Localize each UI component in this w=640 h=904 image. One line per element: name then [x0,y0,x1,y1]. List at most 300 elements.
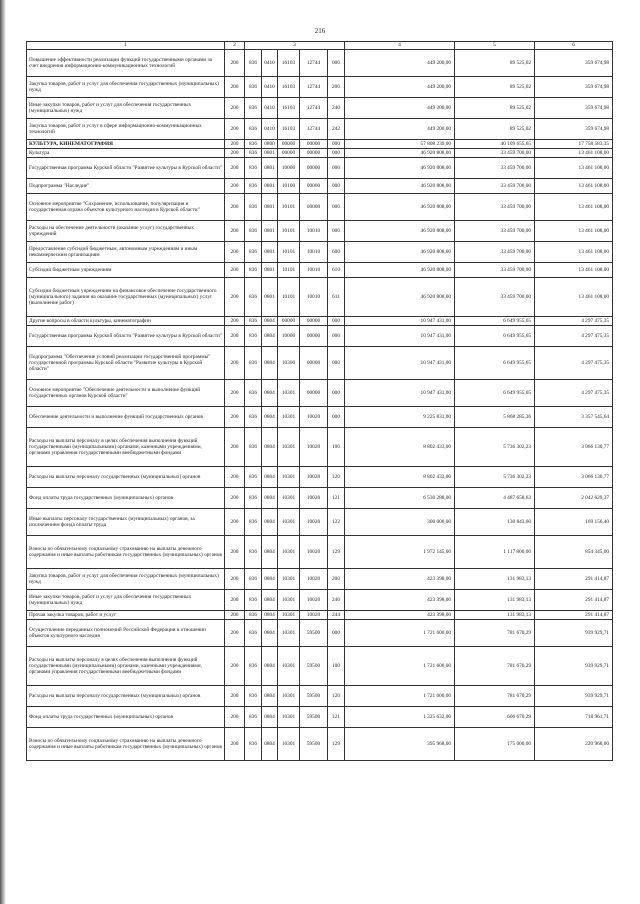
value-remaining: 13 461 108,00 [535,149,613,158]
row-name: Закупка товаров, работ и услуг в сфере информационно-коммуникационных технологий [27,119,225,140]
code-section: 0801 [262,221,278,242]
row-name: Субсидии бюджетным учреждениям [27,263,225,278]
code-admin: 200 [225,707,245,728]
code-program: 10301 [278,611,300,620]
row-name: Государственная программа Курской области "Развитие культуры в Курской области" [27,158,225,179]
table-row [27,611,613,620]
value-approved: 395 968,00 [345,728,455,761]
code-admin: 200 [225,140,245,149]
code-department: 836 [245,686,262,707]
row-name: Предоставление субсидий бюджетным, автономным учреждениям и иным некоммерческим организациям [27,242,225,263]
code-expense-type: 000 [328,221,345,242]
code-section: 0410 [262,119,278,140]
row-name: Культура [27,149,225,158]
table-row [27,149,613,158]
code-department: 836 [245,317,262,326]
code-admin: 200 [225,428,245,467]
code-department: 836 [245,428,262,467]
value-executed: 33 459 700,00 [455,278,535,317]
value-approved: 46 920 808,00 [345,149,455,158]
row-name: Обеспечение деятельности и выполнение функций государственных органов [27,407,225,428]
table-row [27,278,613,317]
code-department: 836 [245,221,262,242]
code-department: 836 [245,158,262,179]
value-approved: 1 721 600,00 [345,686,455,707]
value-executed: 1 117 800,00 [455,536,535,569]
code-section: 0804 [262,317,278,326]
code-program: 10100 [278,179,300,194]
value-approved: 423 398,00 [345,569,455,590]
value-approved: 423 398,00 [345,590,455,611]
code-section: 0804 [262,536,278,569]
code-department: 836 [245,98,262,119]
value-remaining: 2 042 629,37 [535,488,613,509]
code-program: 16103 [278,50,300,77]
value-executed: 175 000,00 [455,728,535,761]
value-approved: 46 920 808,00 [345,194,455,221]
table-body [27,50,613,761]
code-department: 836 [245,179,262,194]
table-row [27,140,613,149]
row-name: Иные выплаты персоналу государственных (муниципальных) органов, за исключением фонда оплаты труда [27,509,225,536]
code-section: 0804 [262,569,278,590]
code-admin: 200 [225,263,245,278]
header-col-5: 5 [455,42,535,50]
code-direction: 10020 [300,569,328,590]
value-executed: 33 459 700,00 [455,194,535,221]
value-remaining: 4 297 475,35 [535,380,613,407]
code-expense-type: 122 [328,509,345,536]
value-executed: 89 525,02 [455,98,535,119]
code-section: 0801 [262,242,278,263]
value-remaining: 3 357 545,64 [535,407,613,428]
value-executed: 6 649 955,65 [455,347,535,380]
code-section: 0804 [262,488,278,509]
code-program: 10101 [278,221,300,242]
value-remaining: 220 968,00 [535,728,613,761]
code-direction: 00000 [300,317,328,326]
code-expense-type: 000 [328,140,345,149]
code-expense-type: 000 [328,194,345,221]
code-program: 10301 [278,590,300,611]
row-name: Подпрограмма "Наследие" [27,179,225,194]
table-row [27,77,613,98]
code-program: 10301 [278,467,300,488]
row-name: Закупка товаров, работ и услуг для обеспечения государственных (муниципальных) нужд [27,569,225,590]
code-department: 836 [245,536,262,569]
code-program: 10301 [278,707,300,728]
value-remaining: 359 674,98 [535,50,613,77]
table-row [27,221,613,242]
value-executed: 781 670,29 [455,647,535,686]
code-department: 836 [245,488,262,509]
table-row [27,428,613,467]
row-name: Осуществление переданных полномочий Российской Федерации в отношении объектов культурного наследия [27,620,225,647]
code-section: 0804 [262,686,278,707]
code-section: 0801 [262,278,278,317]
row-name: Основное мероприятие "Обеспечение деятельности и выполнение функций государственных органов Курской области" [27,380,225,407]
code-department: 836 [245,347,262,380]
code-program: 10301 [278,569,300,590]
table-row [27,467,613,488]
code-expense-type: 121 [328,707,345,728]
value-executed: 33 459 700,00 [455,242,535,263]
code-expense-type: 000 [328,179,345,194]
code-expense-type: 120 [328,467,345,488]
code-direction: 00000 [300,347,328,380]
value-remaining: 939 929,71 [535,647,613,686]
code-section: 0410 [262,50,278,77]
code-admin: 200 [225,278,245,317]
code-admin: 200 [225,569,245,590]
header-col-1: 1 [27,42,225,50]
value-approved: 8 802 433,00 [345,467,455,488]
code-department: 836 [245,569,262,590]
code-department: 836 [245,119,262,140]
value-executed: 131 983,13 [455,611,535,620]
code-program: 16103 [278,77,300,98]
code-section: 0804 [262,326,278,347]
code-direction: 10010 [300,242,328,263]
code-department: 836 [245,326,262,347]
code-department: 836 [245,263,262,278]
code-direction: 59500 [300,728,328,761]
table-row [27,347,613,380]
code-department: 836 [245,140,262,149]
code-direction: 10020 [300,509,328,536]
value-approved: 449 200,00 [345,77,455,98]
code-admin: 200 [225,179,245,194]
row-name: Закупка товаров, работ и услуг для обеспечения государственных (муниципальных) нужд [27,77,225,98]
value-remaining: 13 461 108,00 [535,263,613,278]
code-admin: 200 [225,488,245,509]
table-row [27,620,613,647]
row-name: Фонд оплаты труда государственных (муниципальных) органов [27,707,225,728]
table-row [27,407,613,428]
value-remaining: 359 674,98 [535,119,613,140]
value-executed: 33 459 700,00 [455,263,535,278]
table-row [27,728,613,761]
code-section: 0804 [262,647,278,686]
code-program: 10300 [278,347,300,380]
code-direction: 00000 [300,158,328,179]
code-admin: 200 [225,242,245,263]
code-department: 836 [245,242,262,263]
value-executed: 5 736 302,23 [455,428,535,467]
code-admin: 200 [225,611,245,620]
code-section: 0800 [262,140,278,149]
value-executed: 89 525,02 [455,119,535,140]
code-expense-type: 129 [328,728,345,761]
value-remaining: 4 297 475,35 [535,347,613,380]
row-name: Расходы на выплаты персоналу государственных (муниципальных) органов [27,686,225,707]
code-expense-type: 000 [328,407,345,428]
code-program: 10101 [278,278,300,317]
code-admin: 200 [225,590,245,611]
code-admin: 200 [225,221,245,242]
value-remaining: 718 961,71 [535,707,613,728]
code-admin: 200 [225,194,245,221]
row-name: Расходы на выплаты персоналу государственных (муниципальных) органов [27,467,225,488]
table-row [27,50,613,77]
row-name: Взносы по обязательному социальному страхованию на выплаты денежного содержания и иные выплаты работникам государственных (муниципальных) органов [27,536,225,569]
value-remaining: 13 461 108,00 [535,242,613,263]
value-executed: 131 983,13 [455,590,535,611]
code-program: 10301 [278,380,300,407]
value-approved: 449 200,00 [345,50,455,77]
code-admin: 200 [225,158,245,179]
value-approved: 8 802 433,00 [345,428,455,467]
row-name: Взносы по обязательному социальному страхованию на выплаты денежного содержания и иные выплаты работникам государственных (муниципальных) органов [27,728,225,761]
code-program: 10000 [278,158,300,179]
code-expense-type: 200 [328,77,345,98]
code-section: 0804 [262,347,278,380]
code-section: 0804 [262,467,278,488]
code-program: 00000 [278,140,300,149]
code-direction: 00000 [300,149,328,158]
value-executed: 40 109 655,65 [455,140,535,149]
table-row [27,380,613,407]
scan-edge-shadow [0,0,6,904]
value-remaining: 13 461 108,00 [535,179,613,194]
value-approved: 423 398,00 [345,611,455,620]
code-direction: 12744 [300,50,328,77]
code-admin: 200 [225,536,245,569]
value-approved: 9 225 831,00 [345,407,455,428]
code-section: 0410 [262,77,278,98]
code-department: 836 [245,647,262,686]
code-section: 0804 [262,728,278,761]
value-remaining: 17 758 583,35 [535,140,613,149]
value-remaining: 939 929,71 [535,620,613,647]
code-expense-type: 000 [328,326,345,347]
value-approved: 46 920 808,00 [345,158,455,179]
table-row [27,242,613,263]
code-direction: 12744 [300,98,328,119]
code-direction: 10020 [300,428,328,467]
code-program: 10301 [278,728,300,761]
code-admin: 200 [225,317,245,326]
code-section: 0801 [262,194,278,221]
table-row [27,317,613,326]
code-direction: 10020 [300,467,328,488]
code-program: 10301 [278,536,300,569]
header-col-2: 2 [225,42,245,50]
code-direction: 59500 [300,647,328,686]
code-department: 836 [245,707,262,728]
code-expense-type: 000 [328,317,345,326]
code-program: 10301 [278,647,300,686]
code-direction: 10020 [300,611,328,620]
value-approved: 46 920 808,00 [345,242,455,263]
code-section: 0804 [262,509,278,536]
budget-table [26,41,613,761]
code-expense-type: 240 [328,98,345,119]
header-col-4: 4 [345,42,455,50]
code-direction: 59500 [300,620,328,647]
code-expense-type: 000 [328,347,345,380]
value-executed: 6 649 955,65 [455,317,535,326]
value-remaining: 169 156,40 [535,509,613,536]
code-department: 836 [245,149,262,158]
value-remaining: 854 345,00 [535,536,613,569]
code-expense-type: 600 [328,242,345,263]
value-remaining: 4 297 475,35 [535,317,613,326]
code-program: 10301 [278,686,300,707]
header-col-6: 6 [535,42,613,50]
value-executed: 606 670,29 [455,707,535,728]
value-approved: 1 325 632,00 [345,707,455,728]
table-row [27,488,613,509]
code-department: 836 [245,728,262,761]
code-department: 836 [245,77,262,98]
code-expense-type: 242 [328,119,345,140]
table-row [27,707,613,728]
code-admin: 200 [225,407,245,428]
value-executed: 6 649 955,65 [455,380,535,407]
code-section: 0804 [262,380,278,407]
code-direction: 10010 [300,278,328,317]
value-executed: 4 487 658,63 [455,488,535,509]
value-remaining: 13 461 108,00 [535,278,613,317]
table-row [27,569,613,590]
code-expense-type: 121 [328,488,345,509]
code-program: 10101 [278,242,300,263]
code-admin: 200 [225,50,245,77]
code-section: 0410 [262,98,278,119]
value-remaining: 359 674,98 [535,77,613,98]
code-direction: 10010 [300,221,328,242]
code-program: 16103 [278,119,300,140]
table-row [27,98,613,119]
table-row [27,647,613,686]
code-direction: 10020 [300,536,328,569]
code-admin: 200 [225,728,245,761]
value-remaining: 13 461 108,00 [535,221,613,242]
value-approved: 10 947 431,00 [345,347,455,380]
header-col-3: 3 [245,42,345,50]
code-direction: 00000 [300,326,328,347]
value-remaining: 291 414,87 [535,590,613,611]
code-expense-type: 000 [328,620,345,647]
row-name: Основное мероприятие "Сохранение, использование, популяризация и государственная охрана объектов культурного наследия в Курской области" [27,194,225,221]
code-expense-type: 200 [328,569,345,590]
code-section: 0801 [262,158,278,179]
code-program: 10301 [278,407,300,428]
header-row [27,42,613,50]
code-admin: 200 [225,620,245,647]
code-expense-type: 000 [328,380,345,407]
code-expense-type: 129 [328,536,345,569]
code-direction: 12744 [300,77,328,98]
code-expense-type: 100 [328,647,345,686]
code-direction: 00000 [300,194,328,221]
code-department: 836 [245,467,262,488]
code-section: 0804 [262,407,278,428]
code-admin: 200 [225,149,245,158]
value-approved: 1 721 600,00 [345,647,455,686]
row-name: Государственная программа Курской области "Развитие культуры в Курской области" [27,326,225,347]
code-admin: 200 [225,326,245,347]
row-name: Расходы на выплаты персоналу в целях обеспечения выполнения функций государственными (муниципальными) органами, казенными учреждениями, органами управления государственными внебюджетными фондами [27,647,225,686]
value-remaining: 291 414,87 [535,569,613,590]
table-row [27,326,613,347]
value-approved: 449 200,00 [345,98,455,119]
value-approved: 1 721 600,00 [345,620,455,647]
code-expense-type: 000 [328,149,345,158]
code-admin: 200 [225,686,245,707]
value-executed: 33 459 700,00 [455,158,535,179]
code-direction: 10010 [300,263,328,278]
code-department: 836 [245,407,262,428]
code-admin: 200 [225,347,245,380]
code-section: 0804 [262,611,278,620]
value-executed: 33 459 700,00 [455,179,535,194]
code-admin: 200 [225,77,245,98]
code-section: 0801 [262,179,278,194]
code-program: 10301 [278,509,300,536]
code-department: 836 [245,50,262,77]
value-executed: 131 983,13 [455,569,535,590]
value-executed: 6 649 955,65 [455,326,535,347]
code-direction: 10020 [300,488,328,509]
row-name: КУЛЬТУРА, КИНЕМАТОГРАФИЯ [27,140,225,149]
value-approved: 1 972 145,00 [345,536,455,569]
value-executed: 89 525,02 [455,77,535,98]
code-admin: 200 [225,380,245,407]
row-name: Иные закупки товаров, работ и услуг для обеспечения государственных (муниципальных) нужд [27,590,225,611]
table-row [27,509,613,536]
code-program: 00000 [278,317,300,326]
code-department: 836 [245,590,262,611]
code-direction: 10020 [300,407,328,428]
code-expense-type: 000 [328,50,345,77]
value-remaining: 13 461 108,00 [535,194,613,221]
value-executed: 781 670,29 [455,620,535,647]
value-approved: 46 920 808,00 [345,179,455,194]
code-direction: 00000 [300,179,328,194]
table-row [27,536,613,569]
code-section: 0804 [262,428,278,467]
row-name: Другие вопросы в области культуры, кинематографии [27,317,225,326]
code-department: 836 [245,194,262,221]
code-expense-type: 610 [328,263,345,278]
value-approved: 300 000,00 [345,509,455,536]
code-direction: 59500 [300,707,328,728]
code-section: 0804 [262,620,278,647]
code-expense-type: 240 [328,590,345,611]
code-expense-type: 100 [328,428,345,467]
table-row [27,686,613,707]
row-name: Подпрограмма "Обеспечение условий реализации государственной программы" государственной программы Курской области "Развитие культуры в Курской области" [27,347,225,380]
code-department: 836 [245,509,262,536]
value-approved: 46 920 808,00 [345,278,455,317]
value-remaining: 13 461 108,00 [535,158,613,179]
code-direction: 12744 [300,119,328,140]
value-approved: 10 947 431,00 [345,317,455,326]
code-section: 0804 [262,590,278,611]
value-executed: 130 843,60 [455,509,535,536]
code-program: 10101 [278,194,300,221]
value-approved: 449 200,00 [345,119,455,140]
code-direction: 59500 [300,686,328,707]
value-executed: 5 868 285,36 [455,407,535,428]
code-department: 836 [245,380,262,407]
code-section: 0801 [262,149,278,158]
table-row [27,179,613,194]
value-approved: 46 920 808,00 [345,221,455,242]
value-executed: 781 670,29 [455,686,535,707]
